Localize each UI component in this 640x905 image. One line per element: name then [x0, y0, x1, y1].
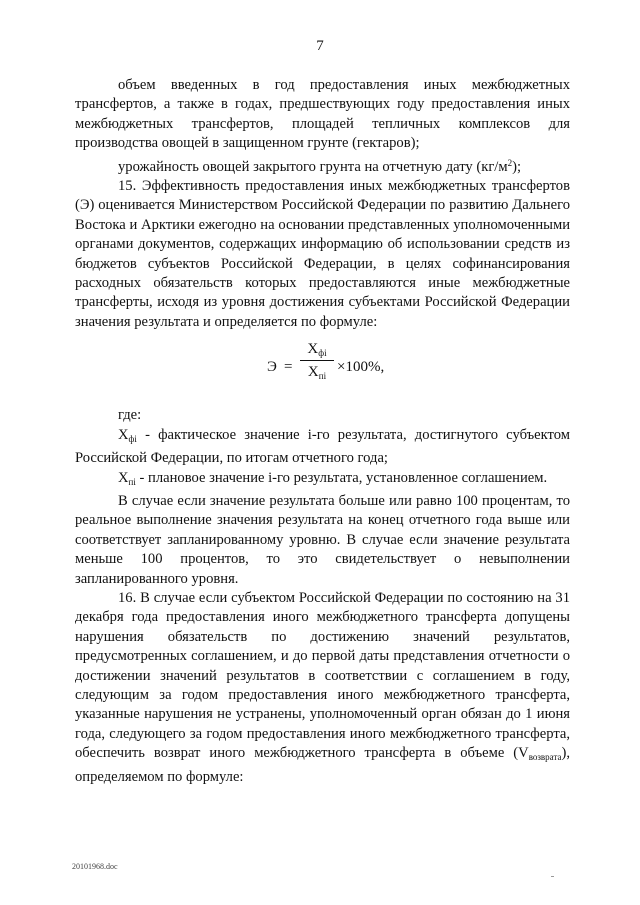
text-line: межбюджетных трансфертов, площадей тепличных комплексов для	[75, 115, 570, 132]
text-line: объем введенных в год предоставления иных межбюджетных	[118, 77, 570, 93]
definition-plan: $X_{пi}$ - плановое значение i-го результата, установленное соглашением.	[118, 469, 548, 487]
document-body	[75, 76, 570, 787]
text-line: урожайность овощей закрытого грунта на отчетную дату $(кг/м^2)$;	[118, 157, 522, 175]
efficiency-formula	[75, 338, 570, 402]
text-line: производства овощей в защищенном грунте (гектаров);	[75, 135, 420, 152]
formula-fraction: $X_{фi}$ $X_{пi}$	[300, 340, 334, 383]
page-number: 7	[316, 38, 324, 54]
scan-speck	[551, 876, 554, 877]
paragraph-case: В случае если значение результата больше или равно 100 процентам, то реальное выполнение значения результата на конец отчетного года выше или соответствует запланированному уровню. В случае если значение результата меньше 100 процентов, то это свидетельствует о невыполнении запланированного уровня.	[75, 492, 570, 587]
paragraph-15: 15. Эффективность предоставления иных межбюджетных трансфертов (Э) оценивается Министерством Российской Федерации по развитию Дальнего Востока и Арктики ежегодно на основании представленных уполномоченными органами документов, содержащих информацию об использовании средств из бюджетов субъектов Российской Федерации, в целях софинансирования расходных обязательств которых предоставляются иные межбюджетные трансферты, исходя из уровня достижения субъектами Российской Федерации значения результата и определяется по формуле:	[75, 178, 570, 330]
formula-multiplier: ×100%,	[337, 359, 385, 376]
where-label: где:	[118, 407, 142, 424]
text-line: трансфертов, а также в годах, предшествующих году предоставления иных	[75, 96, 570, 113]
formula-equals: =	[284, 359, 293, 376]
definition-fact: $X_{фi}$ - фактическое значение i-го результата, достигнутого субъектом Российской Федерации, по итогам отчетного года;	[75, 426, 570, 467]
paragraph-16: 16. В случае если субъектом Российской Федерации по состоянию на 31 декабря года предоставления иного межбюджетного трансферта допущены нарушения обязательств по достижению значений результатов, предусмотренных соглашением, и до первой даты представления отчетности о достижении значений результатов в соответствии с соглашением в году, следующим за годом предоставления иного межбюджетного трансферта, указанные нарушения не устранены, уполномоченный орган обязан до 1 июня года, следующего за годом предоставления иного межбюджетного трансферта, обеспечить возврат иного межбюджетного трансферта в объеме $(V_{возврата})$, определяемом по формуле:	[75, 589, 570, 785]
formula-lhs: Э	[267, 359, 277, 376]
file-name-footer: 20101968.doc	[72, 862, 118, 871]
